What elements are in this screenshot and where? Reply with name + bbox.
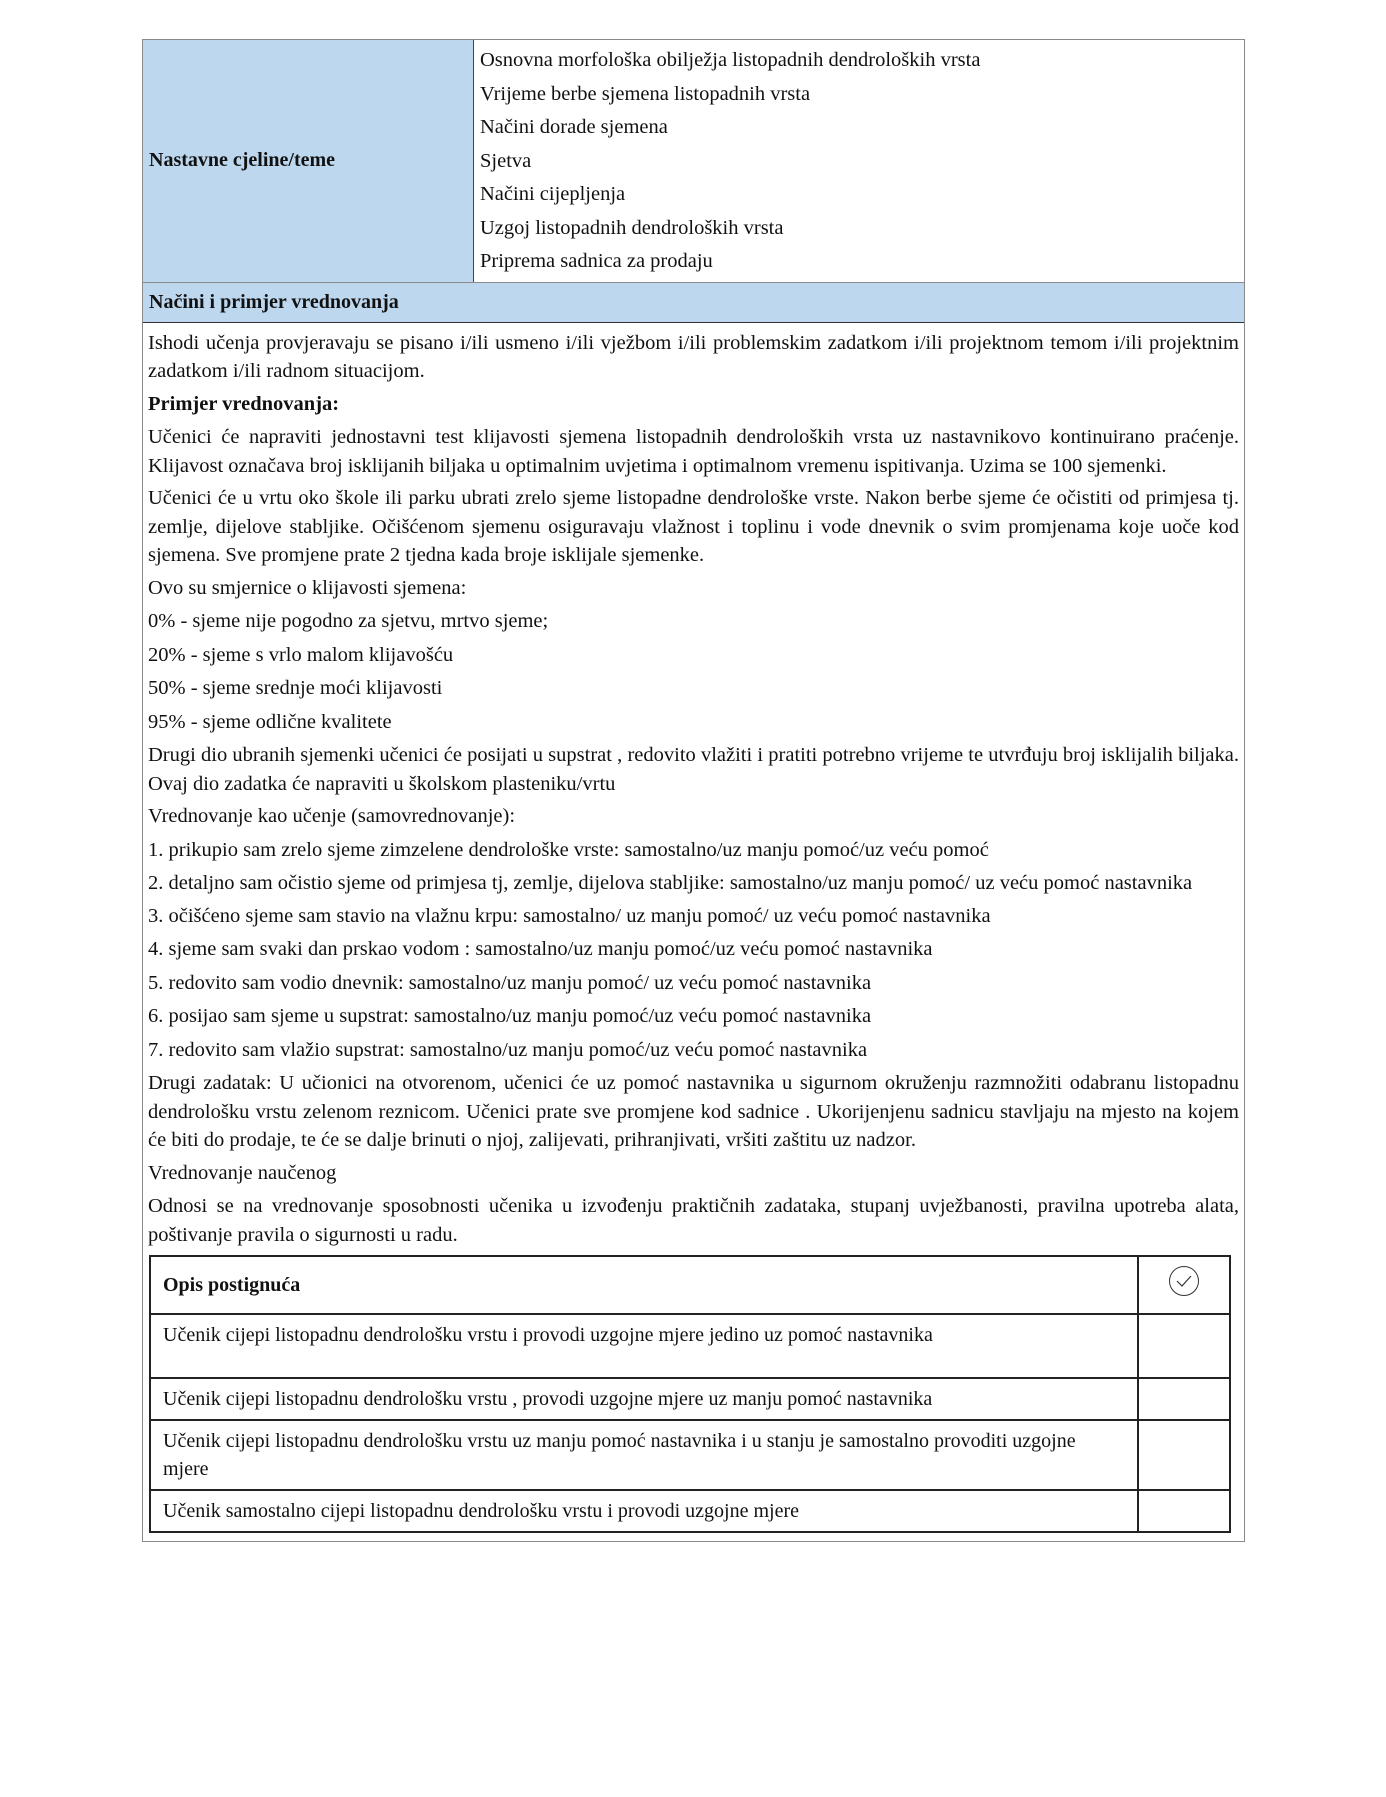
seed-collection-paragraph: Učenici će u vrtu oko škole ili parku ubrati zrelo sjeme listopadne dendrološke vrste. Nakon berbe sjeme će očistiti od primjesa tj. zemlje, dijelove stabljike. Očišćenom sjemenu osiguravaju vlažnost i toplinu i vode dnevnik o svim promjenama koje uoče kod sjemena. Sve promjene prate 2 tjedna kada broje isklijale sjemenke. xyxy=(148,487,1239,566)
rubric-description: Učenik cijepi listopadnu dendrološku vrstu , provodi uzgojne mjere uz manju pomoć nastavnika xyxy=(150,1378,1138,1420)
rubric-row xyxy=(150,1420,1230,1490)
second-task-paragraph: Drugi zadatak: U učionici na otvorenom, učenici će uz pomoć nastavnika u sigurnom okruženju razmnožiti odabranu listopadnu dendrološku vrstu zelenom reznicom. Učenici prate sve promjene kod sadnice . Ukorijenjenu sadnicu stavljaju na mjesto na kojem će biti do prodaje, te će se dalje brinuti o njoj, zalijevati, prihranjivati, vršiti zaštitu uz nadzor. xyxy=(148,1072,1239,1151)
self-eval-item: 2. detaljno sam očistio sjeme od primjesa tj, zemlje, dijelova stabljike: samostalno/uz manju pomoć/ uz veću pomoć nastavnika xyxy=(148,872,1193,894)
rubric-row xyxy=(150,1490,1230,1532)
rubric-description: Učenik samostalno cijepi listopadnu dendrološku vrstu i provodi uzgojne mjere xyxy=(150,1490,1138,1532)
circle-check-icon xyxy=(1169,1266,1199,1296)
sowing-paragraph: Drugi dio ubranih sjemenki učenici će posijati u supstrat , redovito vlažiti i pratiti potrebno vrijeme te utvrđuju broj isklijalih biljaka. Ovaj dio zadatka će napraviti u školskom plasteniku/vrtu xyxy=(148,744,1239,795)
topics-label: Nastavne cjeline/teme xyxy=(143,40,474,282)
self-eval-item: 4. sjeme sam svaki dan prskao vodom : samostalno/uz manju pomoć/uz veću pomoć nastavnika xyxy=(148,938,933,960)
curriculum-table xyxy=(142,39,1245,1542)
self-eval-item: 6. posijao sam sjeme u supstrat: samostalno/uz manju pomoć/uz veću pomoć nastavnika xyxy=(148,1005,872,1027)
topics-row xyxy=(143,40,1244,283)
rubric-header-label: Opis postignuća xyxy=(150,1256,1138,1314)
guidelines-intro: Ovo su smjernice o klijavosti sjemena: xyxy=(148,576,467,599)
rubric-row xyxy=(150,1314,1230,1378)
rubric-check-cell[interactable] xyxy=(1138,1314,1230,1378)
achievement-rubric-table xyxy=(149,1255,1231,1533)
self-eval-item: 1. prikupio sam zrelo sjeme zimzelene dendrološke vrste: samostalno/uz manju pomoć/uz veću pomoć xyxy=(148,838,989,861)
self-eval-item: 7. redovito sam vlažio supstrat: samostalno/uz manju pomoć/uz veću pomoć nastavnika xyxy=(148,1038,868,1061)
example-heading: Primjer vrednovanja: xyxy=(148,392,340,415)
topic-item: Načini dorade sjemena xyxy=(480,116,668,138)
topic-item: Uzgoj listopadnih dendroloških vrsta xyxy=(480,216,784,239)
guideline-item: 20% - sjeme s vrlo malom klijavošću xyxy=(148,643,454,666)
evaluation-section-title: Načini i primjer vrednovanja xyxy=(143,283,1244,323)
guideline-item: 50% - sjeme srednje moći klijavosti xyxy=(148,677,443,699)
rubric-check-cell[interactable] xyxy=(1138,1420,1230,1490)
rubric-header-row xyxy=(150,1256,1230,1314)
rubric-description: Učenik cijepi listopadnu dendrološku vrstu i provodi uzgojne mjere jedino uz pomoć nastavnika xyxy=(150,1314,1138,1378)
topic-item: Osnovna morfološka obilježja listopadnih dendroloških vrsta xyxy=(480,49,981,71)
evaluation-content xyxy=(143,323,1244,1534)
learned-paragraph: Odnosi se na vrednovanje sposobnosti učenika u izvođenju praktičnih zadataka, stupanj uvježbanosti, pravilna upotreba alata, poštivanje pravila o sigurnosti u radu. xyxy=(148,1195,1239,1246)
curriculum-page xyxy=(142,39,1243,1542)
rubric-check-cell[interactable] xyxy=(1138,1490,1230,1532)
rubric-header-check-cell xyxy=(1138,1256,1230,1314)
guideline-item: 0% - sjeme nije pogodno za sjetvu, mrtvo sjeme; xyxy=(148,610,549,632)
rubric-row xyxy=(150,1378,1230,1420)
self-eval-heading: Vrednovanje kao učenje (samovrednovanje): xyxy=(148,805,516,827)
evaluation-intro: Ishodi učenja provjeravaju se pisano i/ili usmeno i/ili vježbom i/ili problemskim zadatkom i/ili projektnom temom i/ili projektnim zadatkom i/ili radnom situacijom. xyxy=(148,331,1239,382)
learned-heading: Vrednovanje naučenog xyxy=(148,1161,337,1184)
rubric-description: Učenik cijepi listopadnu dendrološku vrstu uz manju pomoć nastavnika i u stanju je samostalno provoditi uzgojne mjere xyxy=(150,1420,1138,1490)
topics-list xyxy=(474,40,1244,282)
topic-item: Načini cijepljenja xyxy=(480,183,626,205)
topic-item: Priprema sadnica za prodaju xyxy=(480,250,713,272)
rubric-check-cell[interactable] xyxy=(1138,1378,1230,1420)
self-eval-item: 3. očišćeno sjeme sam stavio na vlažnu krpu: samostalno/ uz manju pomoć/ uz veću pomoć nastavnika xyxy=(148,904,991,927)
topic-item: Sjetva xyxy=(480,149,532,172)
germination-test-paragraph: Učenici će napraviti jednostavni test klijavosti sjemena listopadnih dendroloških vrsta uz nastavnikovo kontinuirano praćenje. Klijavost označava broj isklijanih biljaka u optimalnim uvjetima i optimalnom vremenu ispitivanja. Uzima se 100 sjemenki. xyxy=(148,426,1239,477)
guideline-item: 95% - sjeme odlične kvalitete xyxy=(148,710,392,733)
self-eval-item: 5. redovito sam vodio dnevnik: samostalno/uz manju pomoć/ uz veću pomoć nastavnika xyxy=(148,971,872,994)
topic-item: Vrijeme berbe sjemena listopadnih vrsta xyxy=(480,82,811,105)
